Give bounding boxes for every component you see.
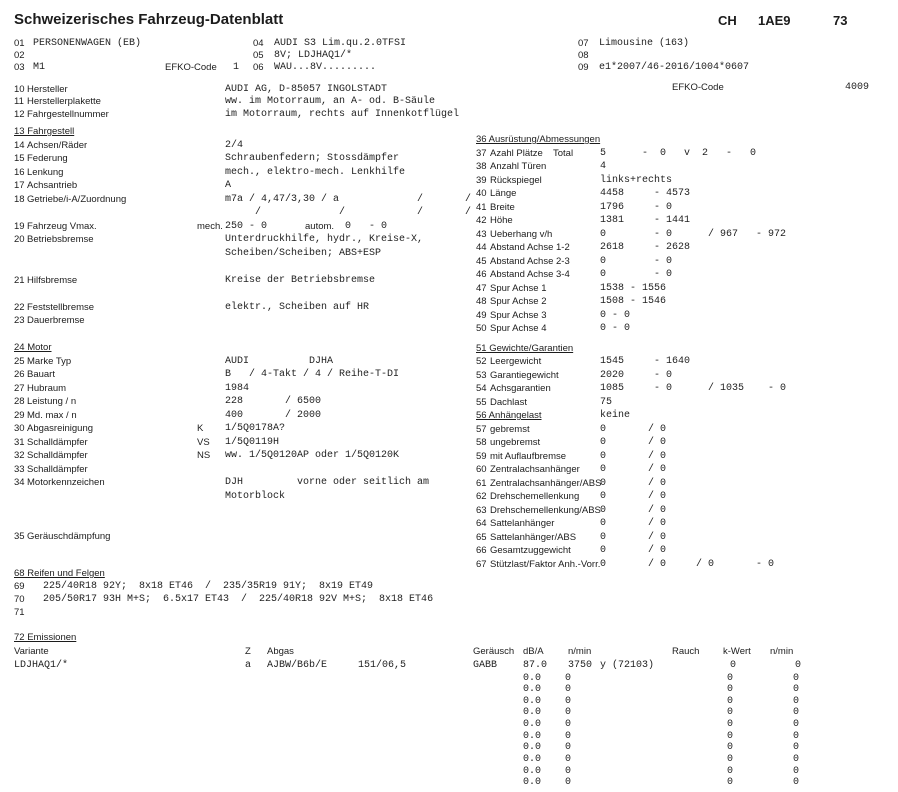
field-number: 66 [476, 545, 487, 556]
field-label: Fahrgestellnummer [27, 108, 109, 120]
row-38 [476, 161, 896, 175]
field-number: 09 [578, 62, 589, 74]
field-number: 34 [14, 477, 25, 488]
field-number: 48 [476, 296, 487, 307]
col-dba: dB/A [523, 646, 544, 657]
field-number: 70 [14, 594, 25, 605]
field-number: 61 [476, 477, 487, 489]
row-13 [14, 126, 474, 140]
field-number: 33 [14, 463, 25, 475]
section-title: 68 Reifen und Felgen [14, 568, 105, 579]
row-35 [14, 531, 474, 545]
field-value: Scheiben/Scheiben; ABS+ESP [225, 247, 382, 259]
row-57 [476, 424, 896, 438]
field-number: 58 [476, 437, 487, 448]
field-number: 20 [14, 234, 25, 245]
row-31 [14, 437, 474, 451]
variant-note: y (72103) [600, 660, 655, 671]
field-value: 5 - 0 v 2 - 0 [600, 147, 757, 159]
field-label: Zentralachsanhänger/ABS [490, 477, 602, 489]
field-tag: EFKO-Code [165, 62, 217, 74]
field-value: im Motorraum, rechts auf Innenkotflügel [225, 108, 460, 120]
field-value: 0 / 0 [600, 423, 667, 435]
field-label: Md. max / n [27, 409, 77, 421]
field-value: 0 - 0 / 967 - 972 [600, 228, 787, 240]
field-number: 45 [476, 255, 487, 267]
field-value: 2618 - 2628 [600, 242, 691, 253]
col-rauch: Rauch [672, 646, 700, 657]
field-number: 22 [14, 301, 25, 313]
field-label: Drehschemellenkung [490, 491, 580, 502]
field-value: e1*2007/46-2016/1004*0607 [599, 62, 750, 74]
field-number: 64 [476, 518, 487, 529]
field-value: / / / / [225, 207, 472, 218]
field-label: Spur Achse 3 [490, 309, 547, 321]
field-label: Breite [490, 201, 515, 213]
field-label: Dauerbremse [27, 315, 85, 326]
field-value: 0 - 0 [600, 269, 673, 280]
row-28 [14, 396, 474, 410]
field-value: 0 / 0 / 0 - 0 [600, 558, 775, 570]
field-label: Herstellerplakette [27, 96, 101, 108]
field-number: 47 [476, 282, 487, 294]
field-value: WAU...8V......... [274, 62, 377, 74]
field-label: Abstand Achse 1-2 [490, 242, 570, 253]
field-value: ww. 1/5Q0120AP oder 1/5Q0120K [225, 450, 400, 461]
field-number: 07 [578, 38, 589, 49]
field-value: keine [600, 410, 631, 421]
field-value: 0.0 0 0 0 [523, 719, 800, 731]
field-number: 53 [476, 369, 487, 381]
variant-nmin2: 0 [795, 660, 802, 671]
col-nmin: n/min [568, 646, 592, 657]
variant-kwert: 0 [730, 660, 737, 671]
field-value: Kreise der Betriebsbremse [225, 274, 376, 286]
row-continuation [14, 491, 474, 505]
col-abgas: Abgas [267, 646, 294, 657]
field-number: 37 [476, 147, 487, 159]
field-value: 0 / 0 [600, 531, 667, 543]
field-value: 0.0 0 0 0 [523, 742, 800, 754]
field-label: Fahrzeug Vmax. [27, 220, 97, 232]
field-number: 65 [476, 531, 487, 543]
document-number: 73 [833, 13, 848, 28]
field-label: Gesamtzuggewicht [490, 545, 571, 556]
field-label: Abstand Achse 3-4 [490, 269, 570, 280]
field-label: Abstand Achse 2-3 [490, 255, 570, 267]
field-number: 35 [14, 531, 25, 542]
row-54 [476, 383, 896, 397]
section-title: 36 Ausrüstung/Abmessungen [476, 134, 601, 145]
field-label: Spur Achse 2 [490, 296, 547, 307]
field-label: Ueberhang v/h [490, 228, 553, 240]
row-67 [476, 559, 896, 573]
field-label: Sattelanhänger [490, 518, 555, 529]
field-number: 19 [14, 220, 25, 232]
field-label: Hersteller [27, 84, 68, 95]
field-value: m7a / 4,47/3,30 / a / / [225, 193, 472, 205]
field-value: elektr., Scheiben auf HR [225, 301, 370, 313]
row-48 [476, 296, 896, 310]
field-value: 0 / 0 [600, 518, 667, 529]
field-tag: mech. [197, 220, 223, 232]
row-65 [476, 532, 896, 546]
field-value: 1/5Q0119H [225, 436, 280, 448]
field-label: Betriebsbremse [27, 234, 94, 245]
row-37 [476, 148, 896, 162]
field-value: 2020 - 0 [600, 369, 673, 381]
field-number: 17 [14, 180, 25, 191]
field-number: 08 [578, 50, 589, 62]
field-value: 0.0 0 0 0 [523, 753, 800, 765]
field-tag: VS [197, 436, 210, 448]
field-value: Schraubenfedern; Stossdämpfer [225, 153, 400, 164]
section-title: 56 Anhängelast [476, 410, 542, 421]
field-value: Unterdruckhilfe, hydr., Kreise-X, [225, 234, 424, 245]
field-number: 63 [476, 504, 487, 516]
field-label: Motorkennzeichen [27, 477, 105, 488]
field-label: ungebremst [490, 437, 541, 448]
field-value: 0 - 0 [600, 309, 631, 321]
row-24 [14, 342, 474, 356]
field-number: 10 [14, 84, 25, 95]
field-value: 1538 - 1556 [600, 282, 667, 294]
field-value: 0 - 0 [600, 323, 631, 334]
field-number: 21 [14, 274, 25, 286]
field-value: links+rechts [600, 174, 673, 186]
field-number: 52 [476, 356, 487, 367]
section-title: 24 Motor [14, 342, 52, 353]
field-tag: Total [553, 147, 574, 159]
field-label: Geräuschdämpfung [27, 531, 111, 542]
field-value: 0.0 0 0 0 [523, 707, 800, 719]
field-value: 1984 [225, 382, 250, 394]
field-value: 0.0 0 0 0 [523, 765, 800, 777]
field-number: 30 [14, 423, 25, 434]
field-label: Sattelanhänger/ABS [490, 531, 577, 543]
field-label: Lenkung [27, 166, 64, 178]
field-number: 57 [476, 423, 487, 435]
field-value2: 1 [233, 62, 240, 74]
field-number: 44 [476, 242, 487, 253]
row-27 [14, 383, 474, 397]
field-value: M1 [33, 62, 46, 74]
field-label: Schalldämpfer [27, 436, 88, 448]
row-23 [14, 315, 474, 329]
field-number: 40 [476, 188, 487, 199]
field-label: Garantiegewicht [490, 369, 559, 381]
field-label: Getriebe/i-A/Zuordnung [27, 193, 127, 205]
row-25 [14, 356, 474, 370]
row-55 [476, 397, 896, 411]
field-value: 0 - 0 [600, 255, 673, 267]
dimensions-weights-column [476, 134, 896, 572]
row-14 [14, 140, 474, 154]
row-43 [476, 229, 896, 243]
field-number: 60 [476, 464, 487, 475]
row-34 [14, 477, 474, 491]
col-z: Z [245, 646, 251, 657]
field-label: Schalldämpfer [27, 450, 88, 461]
field-number: 23 [14, 315, 25, 326]
section-72-emissions: 72 Emissionen [14, 632, 77, 643]
field-value: 1545 - 1640 [600, 356, 691, 367]
field-number: 02 [14, 50, 25, 62]
variant-dba: 87.0 [523, 660, 548, 671]
field-value: AUDI AG, D-85057 INGOLSTADT [225, 84, 388, 95]
variant-abgas: AJBW/B6b/E [267, 660, 328, 671]
field-number: 05 [253, 50, 264, 62]
section-title: 13 Fahrgestell [14, 126, 75, 137]
field-value: 228 / 6500 [225, 396, 322, 407]
row-29 [14, 410, 474, 424]
field-number: 16 [14, 166, 25, 178]
field-label: Spur Achse 1 [490, 282, 547, 294]
row-52 [476, 356, 896, 370]
row-53 [476, 370, 896, 384]
row-40 [476, 188, 896, 202]
field-number: 46 [476, 269, 487, 280]
row-32 [14, 450, 474, 464]
efko-code-label: EFKO-Code [672, 82, 724, 93]
field-label: Dachlast [490, 396, 527, 408]
field-label: Spur Achse 4 [490, 323, 547, 334]
chassis-motor-column [14, 126, 474, 545]
field-value: PERSONENWAGEN (EB) [33, 38, 142, 49]
row-15 [14, 153, 474, 167]
field-number: 11 [14, 96, 24, 108]
variant-abgas-num: 151/06,5 [358, 660, 407, 671]
field-value: 0.0 0 0 0 [523, 777, 800, 789]
col-kwert: k-Wert [723, 646, 751, 657]
row-20 [14, 234, 474, 248]
field-value: 75 [600, 396, 613, 408]
row-66 [476, 545, 896, 559]
field-number: 41 [476, 201, 487, 213]
row-51 [476, 343, 896, 357]
col-geraeusch: Geräusch [473, 646, 515, 657]
field-number: 54 [476, 383, 487, 394]
field-value: 0.0 0 0 0 [523, 730, 800, 742]
field-value: mech., elektro-mech. Lenkhilfe [225, 166, 406, 178]
field-number: 26 [14, 369, 25, 380]
field-number: 38 [476, 161, 487, 172]
field-number: 32 [14, 450, 25, 461]
section-title: 51 Gewichte/Garantien [476, 342, 574, 354]
field-value: AUDI DJHA [225, 355, 334, 367]
field-label: Zentralachsanhänger [490, 464, 580, 475]
field-number: 27 [14, 382, 25, 394]
field-number: 49 [476, 309, 487, 321]
field-value: Limousine (163) [599, 38, 690, 49]
row-64 [476, 518, 896, 532]
field-number: 04 [253, 38, 264, 49]
field-label: Hubraum [27, 382, 67, 394]
row-17 [14, 180, 474, 194]
row-61 [476, 478, 896, 492]
row-56 [476, 410, 896, 424]
row-18 [14, 194, 474, 208]
field-value: Motorblock [225, 490, 286, 502]
field-label: Drehschemellenkung/ABS [490, 504, 601, 516]
row-42 [476, 215, 896, 229]
field-number: 39 [476, 174, 487, 186]
field-label: Feststellbremse [27, 301, 95, 313]
field-number: 42 [476, 215, 487, 226]
field-label: gebremst [490, 423, 530, 435]
variant-geraeusch: GABB [473, 660, 498, 671]
field-label: Länge [490, 188, 517, 199]
field-tag: K [197, 423, 204, 434]
field-value: 1508 - 1546 [600, 296, 667, 307]
field-number: 43 [476, 228, 487, 240]
field-number: 15 [14, 153, 25, 164]
field-number: 55 [476, 396, 487, 408]
row-39 [476, 175, 896, 189]
row-continuation [14, 248, 474, 262]
field-label: Marke Typ [27, 355, 72, 367]
field-value: 0 / 0 [600, 477, 667, 489]
row-46 [476, 269, 896, 283]
field-value: 225/40R18 92Y; 8x18 ET46 / 235/35R19 91Y; 8x19 ET49 [43, 581, 374, 592]
row-50 [476, 323, 896, 337]
row-30 [14, 423, 474, 437]
field-label: Leergewicht [490, 356, 542, 367]
row-33 [14, 464, 474, 478]
field-label: Bauart [27, 369, 55, 380]
field-value: 4 [600, 161, 607, 172]
field-value: B / 4-Takt / 4 / Reihe-T-DI [225, 369, 400, 380]
field-label: Federung [27, 153, 68, 164]
field-label: Achsgarantien [490, 383, 551, 394]
row-26 [14, 369, 474, 383]
field-value: 400 / 2000 [225, 409, 322, 421]
field-number: 59 [476, 450, 487, 462]
field-number: 62 [476, 491, 487, 502]
field-label: Leistung / n [27, 396, 77, 407]
field-label: Höhe [490, 215, 513, 226]
field-label: Rückspiegel [490, 174, 542, 186]
row-22 [14, 302, 474, 316]
row-59 [476, 451, 896, 465]
field-label: Anzahl Türen [490, 161, 547, 172]
field-label: Azahl Plätze [490, 147, 543, 159]
field-value: 1796 - 0 [600, 201, 673, 213]
field-number: 67 [476, 558, 487, 570]
variant-nmin: 3750 [568, 660, 593, 671]
field-value: 0 / 0 [600, 437, 667, 448]
field-number: 29 [14, 409, 25, 421]
field-number: 69 [14, 581, 25, 592]
field-number: 06 [253, 62, 264, 74]
field-value: ww. im Motorraum, an A- od. B-Säule [225, 96, 436, 108]
country-code: CH [718, 13, 737, 28]
field-value: 8V; LDJHAQ1/* [274, 50, 353, 62]
field-value: 0 / 0 [600, 450, 667, 462]
field-value2: 0 - 0 [345, 220, 388, 232]
col-nmin2: n/min [770, 646, 794, 657]
field-number: 12 [14, 108, 25, 120]
variant-z: a [245, 660, 252, 671]
field-value: A [225, 180, 232, 191]
field-label: Stützlast/Faktor Anh.-Vorr. [490, 558, 601, 570]
row-60 [476, 464, 896, 478]
field-value: 0.0 0 0 0 [523, 695, 800, 707]
field-number: 03 [14, 62, 25, 74]
field-label: Schalldämpfer [27, 463, 88, 475]
field-value: 250 - 0 [225, 220, 268, 232]
row-47 [476, 283, 896, 297]
field-number: 31 [14, 436, 25, 448]
field-number: 71 [14, 607, 25, 618]
row-36 [476, 134, 896, 148]
row-58 [476, 437, 896, 451]
field-value: 1381 - 1441 [600, 215, 691, 226]
type-approval-code: 1AE9 [758, 13, 791, 28]
field-number: 01 [14, 38, 25, 49]
field-value: 4458 - 4573 [600, 188, 691, 199]
row-44 [476, 242, 896, 256]
field-value: 0 / 0 [600, 545, 667, 556]
field-value: 2/4 [225, 139, 244, 151]
field-label: Hilfsbremse [27, 274, 78, 286]
field-number: 50 [476, 323, 487, 334]
field-number: 25 [14, 355, 25, 367]
field-label: mit Auflaufbremse [490, 450, 567, 462]
page-title: Schweizerisches Fahrzeug-Datenblatt [14, 11, 284, 28]
field-value: 1085 - 0 / 1035 - 0 [600, 383, 787, 394]
field-value: 1/5Q0178A? [225, 423, 286, 434]
field-tag2: autom. [305, 220, 335, 232]
field-value: 205/50R17 93H M+S; 6.5x17 ET43 / 225/40R18 92V M+S; 8x18 ET46 [43, 594, 434, 605]
row-45 [476, 256, 896, 270]
field-value: AUDI S3 Lim.qu.2.0TFSI [274, 38, 407, 49]
field-label: Achsantrieb [27, 180, 78, 191]
field-value: DJH vorne oder seitlich am [225, 477, 430, 488]
row-41 [476, 202, 896, 216]
field-value: 0 / 0 [600, 491, 667, 502]
row-continuation [14, 207, 474, 221]
field-label: Abgasreinigung [27, 423, 94, 434]
field-label: Achsen/Räder [27, 139, 88, 151]
field-number: 28 [14, 396, 25, 407]
row-49 [476, 310, 896, 324]
variant-code: LDJHAQ1/* [14, 660, 69, 671]
field-value: 0 / 0 [600, 464, 667, 475]
row-63 [476, 505, 896, 519]
row-62 [476, 491, 896, 505]
efko-code-value: 4009 [845, 82, 870, 93]
col-variante: Variante [14, 646, 49, 657]
field-number: 14 [14, 139, 25, 151]
field-value: 0 / 0 [600, 504, 667, 516]
field-value: 0.0 0 0 0 [523, 672, 800, 684]
row-19 [14, 221, 474, 235]
field-value: 0.0 0 0 0 [523, 684, 800, 696]
row-21 [14, 275, 474, 289]
field-number: 18 [14, 193, 25, 205]
field-tag: NS [197, 450, 211, 461]
row-16 [14, 167, 474, 181]
